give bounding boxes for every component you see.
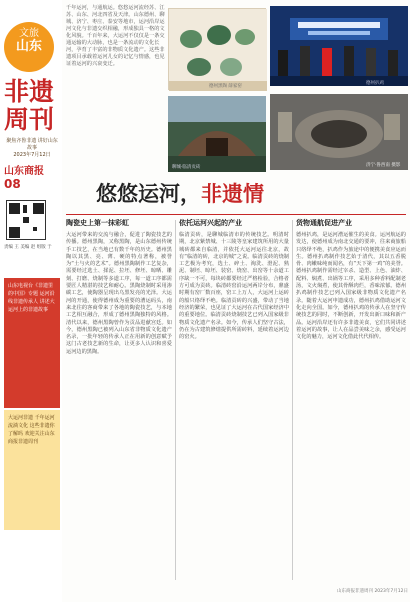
column-2-text: 临清贡砖，是聊城临清市的传统技艺。明清时期，北京紫禁城、十三陵等皇家建筑所用的大量城砖都来自临清，并依托大运河运往北京，故有“临清的砖，北京的城”之说。临清贡砖的烧制工艺极为考究，选土、碎土、淘洗、澄泥、熟泥、制坯、晾坯、装窑、烧窑、出窑等十余道工序缺一不可，每块砖都要经过严格检验，合格者方可成为贡砖。临清砖窑沿运河两岸分布，鼎盛时期有窑厂数百座，窑工上万人，大运河上运砖的船只络绎不绝。临清贡砖的兴盛，带动了当地经济的繁荣，也见证了大运河在古代国家经济中的重要地位。临清贡砖烧制技艺已列入国家级非物质文化遗产名录。如今，传承人们坚守古法，仍在为古建筑修缮提供所需砖料，延续着运河边的窑火。 [179, 232, 289, 341]
stage-illustration [270, 6, 408, 86]
photo-workshop [270, 94, 408, 170]
intro-paragraph: 千年运河，与通航运。悠悠运河流经苏、江苏、山东、河北四省及天津。山东德州、聊城、济宁、枣庄、泰安等地市，运河沿岸运河文化与非遗交织相融，形成独具一格的文化风貌。千百年来，大运河不仅仅是一条交通运输的大动脉，也是一条流动的文化长河，孕育了丰富的非物质文化遗产。这些非遗项目承载着运河儿女的记忆与情感，也见证着运河的兴衰变迁。 [66, 5, 165, 67]
subline-text: 聚焦齐鲁非遗 讲好山东故事 [6, 138, 58, 151]
photo-black-pottery [168, 8, 266, 90]
pottery-illustration [169, 9, 267, 91]
article-column-3 [296, 218, 406, 341]
headline-part2: 非遗情 [201, 181, 264, 206]
main-headline [96, 178, 396, 208]
column-divider-1 [175, 220, 176, 580]
masthead [4, 78, 60, 134]
column-1-title: 陶瓷史上第一抹彩虹 [66, 219, 129, 227]
issue-date: 2023年7月12日 [13, 152, 51, 158]
badge-mid: 山东 [15, 39, 42, 54]
caption-c: 聊城·临清贡砖 [172, 165, 201, 170]
masthead-line2: 周刊 [4, 105, 55, 134]
kiln-illustration [168, 96, 266, 172]
masthead-line1: 非遗 [4, 77, 55, 106]
paper-name: 山东商报 [4, 166, 44, 177]
photo-stage-event [270, 6, 408, 86]
paper-info [4, 162, 60, 191]
column-1-text: 大运河带来的交流与融合，促进了陶瓷技艺的传播。德州黑陶，又称黑陶，是山东德州传统手工技艺，在当地已有数千年的历史。德州黑陶以其黑、亮、薄、硬的特点著称，被誉为“土与火的艺术”。德州黑陶制作工艺复杂，需要经过选土、揉泥、拉坯、修坯、晾晒、雕刻、打磨、烧制等多道工序，每一道工序都需要匠人精湛的技艺和耐心。黑陶烧制时采用渗碳工艺，使陶器呈现出乌黑发亮的光泽。大运河的开通，使得德州成为重要的漕运码头，南来北往的客商带来了各地的陶瓷技艺，与本地工艺相互融合，形成了德州黑陶独特的风格。清代以来，德州黑陶曾作为贡品进献宫廷。如今，德州黑陶已被列入山东省非物质文化遗产名录，一批年轻的传承人正在用新的创意赋予这门古老技艺新的生命，让更多人认识和喜爱运河边的黑陶。 [66, 232, 172, 355]
editor-credits: 责编 王 美编 赵 组版 于 [4, 245, 52, 250]
promo-panel-yellow: 大运河非遗 千年运河 流淌文化 这些非遗你了解吗 欢迎关注山东商报非遗周刊 [4, 410, 60, 530]
left-banner [0, 0, 62, 602]
article-column-2 [179, 218, 289, 341]
headline-part1: 悠悠运河， [96, 181, 201, 206]
qr-code[interactable] [6, 200, 46, 240]
caption-d: 济宁·鲁西南 摄影 [366, 163, 401, 168]
headline-rule [66, 214, 406, 215]
caption-a: 德州黑陶 薛家窑 [209, 84, 242, 89]
column-divider-2 [292, 220, 293, 580]
article-column-1 [66, 218, 172, 356]
column-2-title: 依托运河兴起的产业 [179, 219, 242, 227]
column-3-text: 德州扒鸡，是运河漕运催生的美食。运河航运的发达，使德州成为南北交通的要冲，往来商旅船只络绎不绝，扒鸡作为旅途中的便携美食应运而生。德州扒鸡制作技艺始于清代，其以五香脱骨、肉嫩味纯而闻名，有“天下第一鸡”的美誉。德州扒鸡制作需经过宰杀、造型、上色、油炸、配料、焖煮、出锅等工序，采用多种香料配制老汤，文火焖煮，使其骨酥肉烂，香味浓郁。德州扒鸡制作技艺已列入国家级非物质文化遗产名录。随着大运河申遗成功，德州扒鸡借助运河文化走向全国。如今，德州扒鸡的传承人在坚守传统技艺的同时，不断创新，开发出新口味和新产品。运河沿岸还有许多非遗美食，它们共同讲述着运河的故事，让人在品尝美味之余，感受运河文化的魅力，运河文化借此代代相传。 [296, 232, 406, 341]
culture-badge [4, 22, 54, 72]
page-footer: 山东商报非遗周刊 2023年7月12日 [337, 589, 408, 594]
badge-top: 文旅 [19, 28, 39, 39]
promo-panel-red: 山东电视台《非遗里的中国》专题 运河沿线非遗传承人 讲述大运河上的非遗故事 [4, 278, 60, 408]
column-3-title: 货物通航促进产业 [296, 219, 352, 227]
workshop-illustration [270, 94, 408, 170]
subline [4, 138, 60, 159]
photo-brick-kiln [168, 96, 266, 172]
caption-b: 德州扒鸡 [366, 81, 384, 86]
page-number: 08 [4, 177, 21, 191]
